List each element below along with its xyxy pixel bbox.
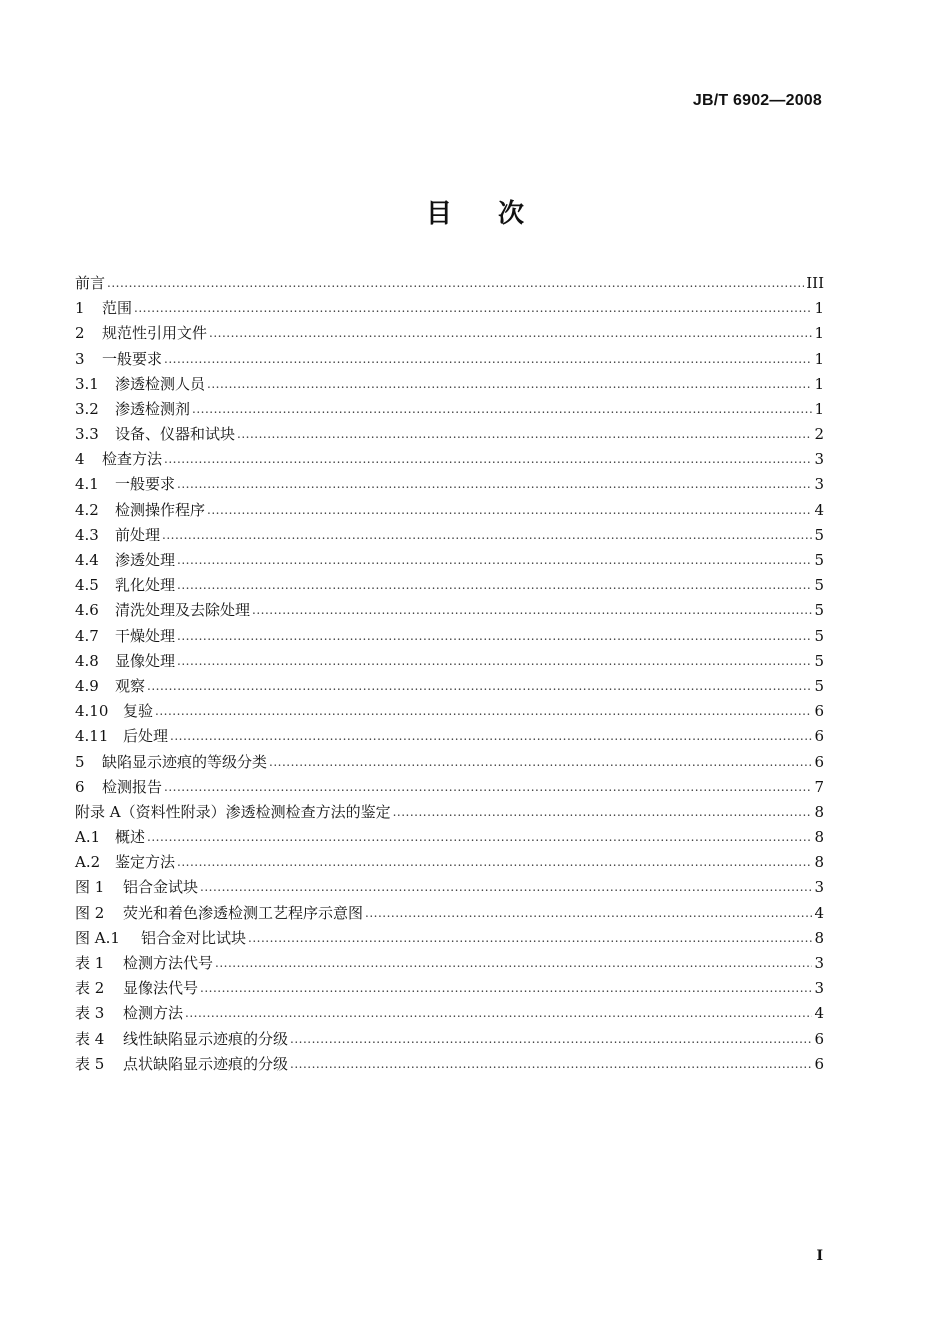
page-title: 目次 (425, 199, 570, 229)
toc-entry-title: 规范性引用文件 (102, 324, 208, 343)
toc-entry-page: 8 (814, 802, 824, 821)
toc-leader-dots (269, 750, 812, 775)
toc-leader-dots (207, 498, 812, 523)
toc-entry-number: 表 4 (75, 1029, 105, 1048)
toc-leader-dots (134, 296, 812, 321)
toc-entry-page: 1 (814, 324, 824, 343)
toc-leader-dots (393, 800, 813, 825)
toc-entry[interactable] (75, 775, 824, 800)
toc-entry-page: 4 (814, 500, 824, 519)
toc-entry-title: 概述 (115, 828, 146, 847)
toc-entry[interactable] (75, 1001, 824, 1026)
toc-entry-page: 5 (814, 576, 824, 595)
toc-leader-dots (290, 1052, 812, 1077)
toc-entry-title: 设备、仪器和试块 (115, 425, 236, 444)
toc-entry[interactable] (75, 372, 824, 397)
toc-entry-page: 1 (814, 349, 824, 368)
toc-entry-page: 6 (814, 1054, 824, 1073)
toc-entry-title: 复验 (123, 702, 154, 721)
toc-entry-title: 一般要求 (102, 349, 163, 368)
toc-entry-number: 3.3 (75, 425, 99, 444)
toc-entry-page: 5 (814, 601, 824, 620)
toc-entry-page: 4 (814, 1004, 824, 1023)
toc-leader-dots (252, 598, 812, 623)
toc-leader-dots (200, 875, 812, 900)
toc-leader-dots (177, 649, 812, 674)
toc-entry-number: 表 1 (75, 954, 105, 973)
toc-entry-title: 乳化处理 (115, 576, 176, 595)
toc-leader-dots (164, 775, 812, 800)
toc-entry-number: 图 2 (75, 903, 105, 922)
toc-entry[interactable] (75, 1027, 824, 1052)
toc-entry-page: 5 (814, 626, 824, 645)
toc-entry-title: 显像处理 (115, 651, 176, 670)
toc-entry-title: 检查方法 (102, 450, 163, 469)
toc-entry-title: 检测方法 (123, 1004, 184, 1023)
toc-entry[interactable] (75, 724, 824, 749)
toc-entry[interactable] (75, 699, 824, 724)
toc-entry-title: 渗透检测人员 (115, 374, 206, 393)
toc-entry-page: III (806, 273, 824, 292)
toc-entry-title: 后处理 (123, 727, 169, 746)
toc-entry[interactable] (75, 674, 824, 699)
toc-entry-number: 4.7 (75, 626, 99, 645)
toc-entry-title: 点状缺陷显示迹痕的分级 (123, 1054, 289, 1073)
toc-entry-title: 缺陷显示迹痕的等级分类 (102, 752, 268, 771)
toc-entry-number: 表 3 (75, 1004, 105, 1023)
toc-entry-number: 4.4 (75, 551, 99, 570)
toc-entry[interactable] (75, 1052, 824, 1077)
toc-leader-dots (164, 347, 812, 372)
toc-entry[interactable] (75, 750, 824, 775)
toc-entry-page: 3 (814, 450, 824, 469)
toc-entry-number: 4.3 (75, 525, 99, 544)
toc-entry[interactable] (75, 321, 824, 346)
toc-entry-number: 6 (75, 777, 85, 796)
toc-entry-number: 3.2 (75, 399, 99, 418)
page-number: I (816, 1248, 823, 1264)
toc-entry-title: 检测方法代号 (123, 954, 214, 973)
toc-entry-title: 前言 (75, 273, 106, 292)
toc-leader-dots (200, 976, 812, 1001)
toc-entry-title: 干燥处理 (115, 626, 176, 645)
toc-entry-title: 检测报告 (102, 777, 163, 796)
toc-entry-number: 4.2 (75, 500, 99, 519)
toc-entry-page: 5 (814, 551, 824, 570)
toc-leader-dots (177, 573, 812, 598)
toc-entry-title: 显像法代号 (123, 979, 199, 998)
toc-leader-dots (215, 951, 812, 976)
toc-entry-title: 一般要求 (115, 475, 176, 494)
toc-entry-number: 4 (75, 450, 85, 469)
toc-entry[interactable] (75, 447, 824, 472)
toc-entry-page: 3 (814, 954, 824, 973)
toc-entry[interactable] (75, 926, 824, 951)
toc-entry-number: 图 1 (75, 878, 105, 897)
toc-entry-title: 荧光和着色渗透检测工艺程序示意图 (123, 903, 364, 922)
toc-entry[interactable] (75, 473, 824, 498)
toc-entry-title: 清洗处理及去除处理 (115, 601, 251, 620)
toc-leader-dots (192, 397, 812, 422)
toc-entry-title: 线性缺陷显示迹痕的分级 (123, 1029, 289, 1048)
toc-leader-dots (162, 523, 812, 548)
toc-leader-dots (185, 1001, 812, 1026)
toc-entry-page: 1 (814, 374, 824, 393)
toc-entry-page: 7 (814, 777, 824, 796)
toc-entry-title: 铝合金试块 (123, 878, 199, 897)
toc-entry-number: 2 (75, 324, 85, 343)
toc-entry[interactable] (75, 901, 824, 926)
toc-entry-page: 2 (814, 425, 824, 444)
toc-entry[interactable] (75, 296, 824, 321)
toc-entry-number: 4.9 (75, 676, 99, 695)
toc-leader-dots (164, 447, 812, 472)
toc-entry-number: 表 2 (75, 979, 105, 998)
toc-entry-page: 1 (814, 299, 824, 318)
toc-leader-dots (147, 674, 812, 699)
toc-entry-page: 5 (814, 525, 824, 544)
toc-leader-dots (155, 699, 812, 724)
toc-entry-number: 4.8 (75, 651, 99, 670)
toc-entry-title: 观察 (115, 676, 146, 695)
toc-leader-dots (107, 271, 804, 296)
toc-entry-page: 3 (814, 878, 824, 897)
toc-entry-page: 1 (814, 399, 824, 418)
toc-entry-number: A.2 (75, 853, 101, 872)
toc-entry-page: 8 (814, 928, 824, 947)
toc-entry-page: 6 (814, 1029, 824, 1048)
toc-entry-page: 6 (814, 702, 824, 721)
toc-entry-number: 表 5 (75, 1054, 105, 1073)
toc-leader-dots (237, 422, 812, 447)
standard-code: JB/T 6902—2008 (692, 92, 822, 109)
toc-entry-page: 5 (814, 651, 824, 670)
toc-entry[interactable] (75, 422, 824, 447)
toc-entry[interactable] (75, 800, 824, 825)
toc-entry-number: 图 A.1 (75, 928, 120, 947)
toc-entry-number: 4.6 (75, 601, 99, 620)
toc-entry[interactable] (75, 271, 824, 296)
table-of-contents (75, 271, 824, 1077)
toc-entry[interactable] (75, 876, 824, 901)
toc-entry-title: 范围 (102, 299, 133, 318)
toc-entry-number: 4.5 (75, 576, 99, 595)
toc-entry-number: 3 (75, 349, 85, 368)
toc-entry-number: 5 (75, 752, 85, 771)
toc-entry[interactable] (75, 951, 824, 976)
toc-entry-title: 铝合金对比试块 (141, 928, 247, 947)
toc-entry[interactable] (75, 573, 824, 598)
toc-entry-number: A.1 (75, 828, 101, 847)
toc-entry-number: 4.1 (75, 475, 99, 494)
toc-entry[interactable] (75, 523, 824, 548)
toc-leader-dots (290, 1027, 812, 1052)
toc-entry[interactable] (75, 649, 824, 674)
toc-entry-page: 3 (814, 475, 824, 494)
toc-entry-page: 3 (814, 979, 824, 998)
toc-leader-dots (207, 372, 812, 397)
toc-leader-dots (209, 321, 812, 346)
toc-entry[interactable] (75, 825, 824, 850)
toc-entry-page: 8 (814, 853, 824, 872)
toc-entry-page: 6 (814, 727, 824, 746)
toc-entry-title: 前处理 (115, 525, 161, 544)
toc-entry[interactable] (75, 598, 824, 623)
toc-leader-dots (365, 901, 812, 926)
toc-entry-title: 鉴定方法 (115, 853, 176, 872)
toc-leader-dots (177, 624, 812, 649)
toc-entry[interactable] (75, 397, 824, 422)
toc-entry-number: 1 (75, 299, 85, 318)
toc-leader-dots (177, 548, 812, 573)
toc-entry-title: 渗透处理 (115, 551, 176, 570)
toc-entry-page: 4 (814, 903, 824, 922)
toc-entry-number: 3.1 (75, 374, 99, 393)
toc-entry-title: 检测操作程序 (115, 500, 206, 519)
toc-entry-number: 4.11 (75, 727, 109, 746)
toc-leader-dots (170, 724, 812, 749)
toc-entry-page: 6 (814, 752, 824, 771)
toc-leader-dots (177, 850, 812, 875)
toc-entry-title: 渗透检测剂 (115, 399, 191, 418)
toc-entry-title: 附录 A（资料性附录）渗透检测检查方法的鉴定 (75, 802, 391, 821)
toc-leader-dots (147, 825, 812, 850)
toc-entry[interactable] (75, 498, 824, 523)
toc-leader-dots (177, 472, 812, 497)
toc-entry[interactable] (75, 548, 824, 573)
toc-entry-number: 4.10 (75, 702, 109, 721)
toc-entry[interactable] (75, 624, 824, 649)
toc-entry[interactable] (75, 347, 824, 372)
toc-leader-dots (248, 926, 812, 951)
toc-entry-page: 8 (814, 828, 824, 847)
toc-entry[interactable] (75, 976, 824, 1001)
toc-entry[interactable] (75, 850, 824, 875)
toc-entry-page: 5 (814, 676, 824, 695)
